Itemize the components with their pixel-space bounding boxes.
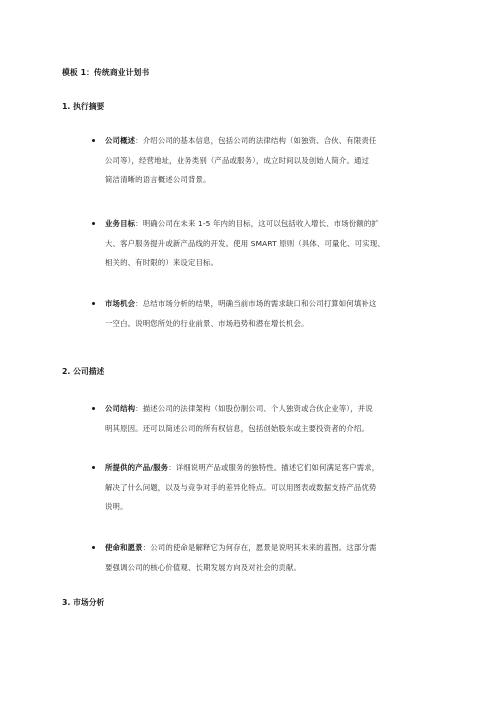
bullet-label: 公司概述 (105, 136, 136, 145)
bullet-label: 使命和愿景 (105, 543, 143, 552)
bullet-item-company-structure (105, 399, 440, 438)
bullet-icon (92, 407, 95, 410)
bullet-line: 业务目标：明确公司在未来 1-5 年内的目标，这可以包括收入增长、市场份额的扩 (105, 219, 379, 228)
bullet-line: 明其原因。还可以简述公司的所有权信息，包括创始股东或主要投资者的介绍。 (105, 423, 369, 433)
bullet-label: 公司结构 (105, 404, 136, 413)
bullet-label: 业务目标 (105, 219, 136, 228)
bullet-icon (92, 222, 95, 225)
bullet-item-company-overview (105, 131, 440, 190)
bullet-icon (92, 302, 95, 305)
bullet-item-products-services (105, 458, 440, 517)
bullet-line: 说明。 (105, 502, 128, 511)
bullet-line: 简洁清晰的语言概述公司背景。 (105, 175, 211, 184)
bullet-item-business-goals (105, 214, 440, 273)
bullet-line: 解决了什么问题，以及与竞争对手的差异化特点。可以用图表或数据支持产品优势 (105, 482, 377, 492)
section-heading-2: 2. 公司描述 (62, 367, 105, 376)
document-title: 模板 1：传统商业计划书 (62, 68, 150, 77)
bullet-line: 一空白。说明您所处的行业前景、市场趋势和潜在增长机会。 (105, 318, 309, 328)
bullet-line: 公司等），经营地址，业务类别（产品或服务），成立时间以及创始人简介。通过 (105, 155, 370, 165)
bullet-line: 大、客户服务提升或新产品线的开发。使用 SMART 原则（具体、可量化、可实现、 (105, 238, 385, 248)
bullet-icon (92, 546, 95, 549)
section-heading-1: 1. 执行摘要 (62, 102, 105, 111)
section-heading-3: 3. 市场分析 (62, 598, 105, 607)
bullet-line: 市场机会：总结市场分析的结果，明确当前市场的需求缺口和公司打算如何填补这 (105, 299, 377, 308)
bullet-icon (92, 139, 95, 142)
bullet-line: 所提供的产品/服务：详细说明产品或服务的独特性。描述它们如何满足客户需求， (105, 463, 380, 472)
bullet-line: 要强调公司的核心价值观、长期发展方向及对社会的贡献。 (105, 562, 302, 572)
bullet-label: 所提供的产品/服务 (105, 463, 169, 472)
bullet-line: 公司结构：描述公司的法律架构（如股份制公司、个人独资或合伙企业等），并说 (105, 404, 373, 413)
bullet-line: 公司概述：介绍公司的基本信息，包括公司的法律结构（如独资、合伙、有限责任 (105, 136, 377, 145)
bullet-item-market-opportunity (105, 294, 440, 333)
bullet-icon (92, 466, 95, 469)
bullet-line: 相关的、有时限的）来设定目标。 (105, 258, 219, 267)
bullet-line: 使命和愿景：公司的使命是解释它为何存在，愿景是说明其未来的蓝图。这部分需 (105, 543, 377, 552)
bullet-item-mission-vision (105, 538, 440, 577)
bullet-label: 市场机会 (105, 299, 136, 308)
